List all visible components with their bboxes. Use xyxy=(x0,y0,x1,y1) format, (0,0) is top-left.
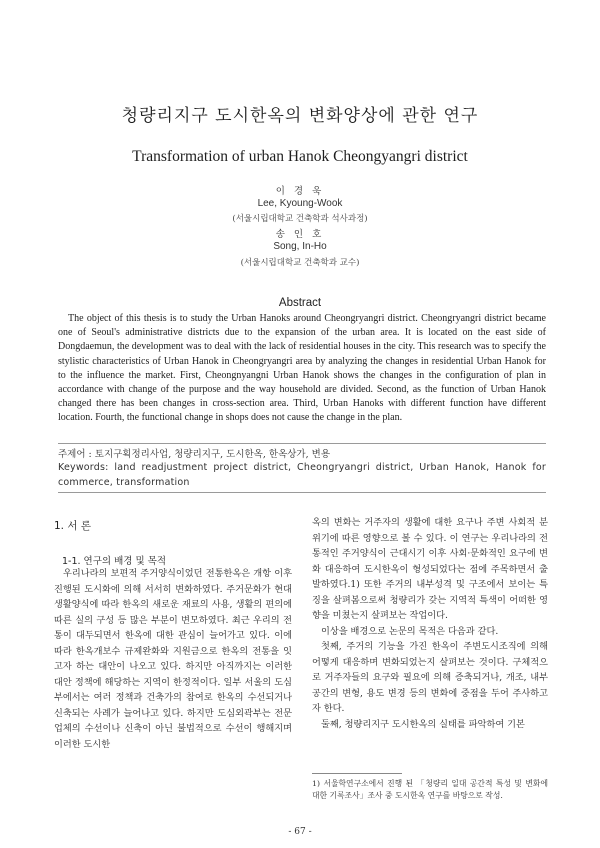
abstract-text: The object of this thesis is to study the Urban Hanoks around Cheongryangri district. Cheongryangri district became one of Seoul's administrative districts due to the expansion of the urban area. It is located on the east side of Dongdaemun, the development was to deal with the lack of residential houses in the city. This research was to specify the stylistic characteristics of Urban Hanok in Cheongryangri area by analyzing the changes in residential Urban Hanok for to the influence the market. First, Cheongnyangni Urban Hanok shows the changes in the configuration of plan in accordance with change of the purpose and the way household are divided. Second, as the function of Urban Hanok changed there has been changes in cross-section area. Third, Urban Hanoks with different function have different location. Fourth, the functional change in shops does not cause the change in the plan. xyxy=(58,313,546,424)
keywords-english: Keywords: land readjustment project district, Cheongryangri district, Urban Hanok, Hanok for commerce, transformation xyxy=(58,462,546,488)
keywords-bottom-rule xyxy=(58,492,546,493)
paragraph: 이상을 배경으로 논문의 목적은 다음과 같다. xyxy=(321,625,499,637)
author-1-name-english: Lee, Kyoung-Wook xyxy=(257,198,343,209)
body-left-column xyxy=(54,566,292,752)
author-2-name-korean: 송 인 호 xyxy=(275,229,325,240)
abstract-heading: Abstract xyxy=(278,297,322,309)
section-heading: 1. 서 론 xyxy=(54,520,91,532)
paragraph: 옥의 변화는 거주자의 생활에 대한 요구나 주변 사회적 분위기에 따른 영향으로 볼 수 있다. 이 연구는 우리나라의 전통적인 주거양식이 근대시기 이후 사회·문화적인 요구에 변화 대응하여 도시한옥이 형성되었다는 점에 주목하면서 출발하였다.1) 또한 주거의 내부성격 및 구조에서 보이는 특징을 살펴봄으로써 청량리가 갖는 지역적 특색이 어떠한 영향을 미쳤는지 살펴보는 작업이다. xyxy=(312,517,548,621)
footnote-rule xyxy=(312,773,402,774)
paragraph: 둘째, 청량리지구 도시한옥의 실태를 파악하여 기본 xyxy=(321,718,525,730)
paper-title-english: Transformation of urban Hanok Cheongyangri district xyxy=(132,148,468,165)
paragraph: 첫째, 주거의 기능을 가진 한옥이 주변도시조직에 의해 어떻게 대응하며 변화되었는지 살펴보는 것이다. 구체적으로 거주자들의 요구와 필요에 의해 증축되거나, 개조, 내부공간의 변형, 용도 변경 등의 변화에 중점을 두어 주사하고자 한다. xyxy=(312,641,548,714)
author-2-affiliation: (서울시립대학교 건축학과 교수) xyxy=(240,258,360,268)
subsection-heading: 1-1. 연구의 배경 및 목적 xyxy=(62,556,167,567)
author-1-affiliation: (서울시립대학교 건축학과 석사과정) xyxy=(232,214,368,224)
footnote: 1) 서울학연구소에서 진행 된 「청량리 일대 공간적 특성 및 변화에 대한 기록조사」조사 중 도시한옥 연구를 바탕으로 작성. xyxy=(312,779,548,800)
paragraph: 우리나라의 보편적 주거양식이었던 전통한옥은 개항 이후 진행된 도시화에 의해 서서히 변화하였다. 주거문화가 현대 생활양식에 따라 한옥의 새로운 재료의 사용, 생활의 편의에 따른 실의 구성 등 많은 부분이 변모하였다. 최근 우리의 전통이 대두되면서 한옥에 대한 관심이 늘어가고 있다. 이에 따라 한옥개보수 규제완화와 지원금으로 한옥의 전통을 잇고자 하는 대안이 나오고 있다. 하지만 아직까지는 이러한 대안 정책에 해당하는 지역이 한정적이다. 일부 서울의 도심부에서는 여러 정책과 건축가의 참여로 한옥의 수선되거나 신축되는 사례가 늘어나고 있다. 하지만 도심외곽부는 전문 업체의 수선이나 신축이 아닌 불법적으로 수선이 행해지며 이러한 도시한 xyxy=(54,568,292,750)
keywords-korean: 주제어 : 토지구획정리사업, 청량리지구, 도시한옥, 한옥상가, 변용 xyxy=(58,449,331,460)
author-2-name-english: Song, In-Ho xyxy=(273,241,327,252)
body-right-column xyxy=(312,515,548,732)
page-number: - 67 - xyxy=(288,827,312,837)
author-1-name-korean: 이 경 욱 xyxy=(275,186,325,197)
keywords-top-rule xyxy=(58,443,546,444)
paper-title-korean: 청량리지구 도시한옥의 변화양상에 관한 연구 xyxy=(121,106,479,126)
